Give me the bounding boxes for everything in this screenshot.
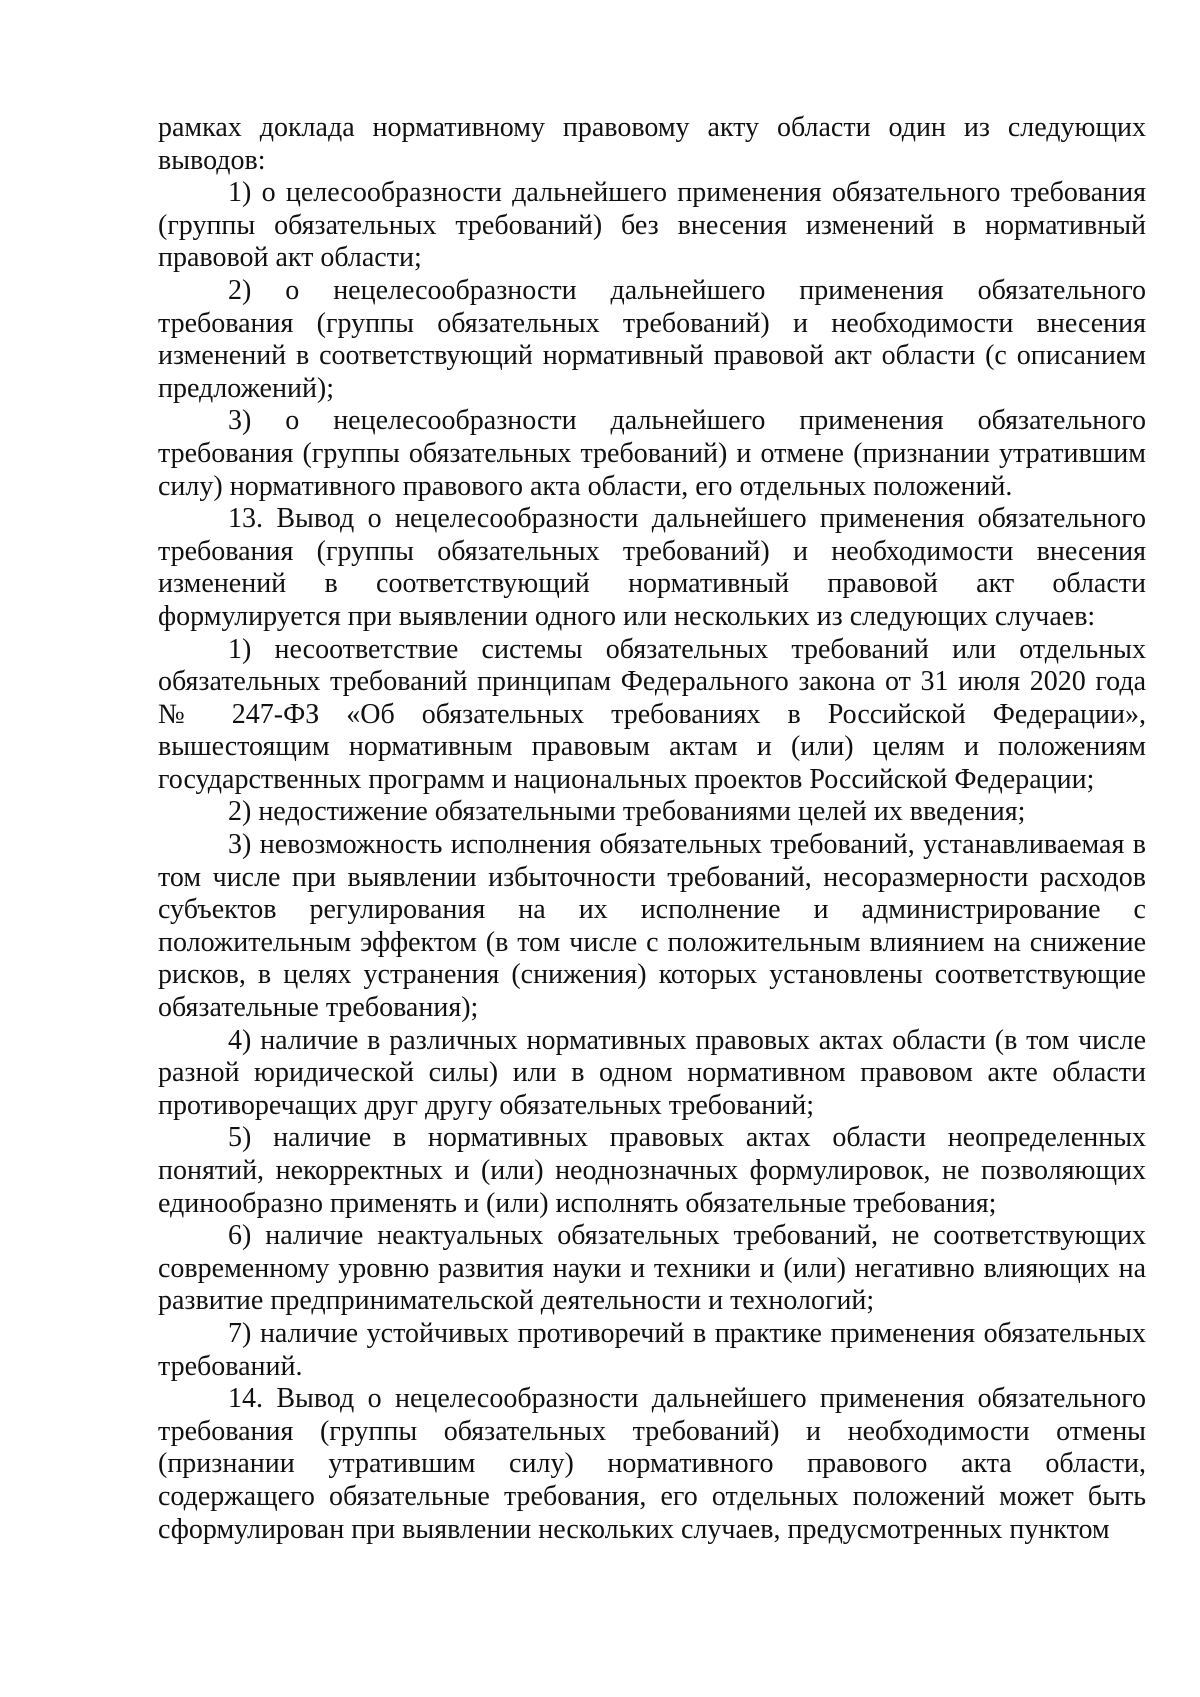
document-body [158, 112, 1146, 1546]
paragraph-case-5: 5) наличие в нормативных правовых актах области неопределенных понятий, некорректных и (или) неоднозначных формулировок, не позволяющих единообразно применять и (или) исполнять обязательные требования; [158, 1122, 1146, 1219]
paragraph-case-1: 1) несоответствие системы обязательных требований или отдельных обязательных требований принципам Федерального закона от 31 июля 2020 года № 247-ФЗ «Об обязательных требованиях в Российской Федерации», вышестоящим нормативным правовым актам и (или) целям и положениям государственных программ и национальных проектов Российской Федерации; [158, 633, 1146, 795]
paragraph-item-2: 2) о нецелесообразности дальнейшего применения обязательного требования (группы обязательных требований) и необходимости внесения изменений в соответствующий нормативный правовой акт области (с описанием предложений); [158, 274, 1146, 404]
paragraph-item-1: 1) о целесообразности дальнейшего применения обязательного требования (группы обязательных требований) без внесения изменений в нормативный правовой акт области; [158, 177, 1146, 274]
paragraph-case-6: 6) наличие неактуальных обязательных требований, не соответствующих современному уровню развития науки и техники и (или) негативно влияющих на развитие предпринимательской деятельности и технологий; [158, 1220, 1146, 1317]
paragraph-case-2: 2) недостижение обязательными требованиями целей их введения; [228, 796, 1026, 828]
paragraph-clause-13: 13. Вывод о нецелесообразности дальнейшего применения обязательного требования (группы обязательных требований) и необходимости внесения изменений в соответствующий нормативный правовой акт области формулируется при выявлении одного или нескольких из следующих случаев: [158, 503, 1146, 632]
paragraph-continuation: рамках доклада нормативному правовому акту области один из следующих выводов: [158, 112, 1146, 176]
paragraph-case-3: 3) невозможность исполнения обязательных требований, устанавливаемая в том числе при выявлении избыточности требований, несоразмерности расходов субъектов регулирования на их исполнение и администрирование с положительным эффектом (в том числе с положительным влиянием на снижение рисков, в целях устранения (снижения) которых установлены соответствующие обязательные требования); [158, 829, 1146, 1024]
paragraph-item-3: 3) о нецелесообразности дальнейшего применения обязательного требования (группы обязательных требований) и отмене (признании утратившим силу) нормативного правового акта области, его отдельных положений. [158, 405, 1146, 502]
paragraph-case-7: 7) наличие устойчивых противоречий в практике применения обязательных требований. [158, 1317, 1146, 1382]
paragraph-case-4: 4) наличие в различных нормативных правовых актах области (в том числе разной юридической силы) или в одном нормативном правовом акте области противоречащих друг другу обязательных требований; [158, 1024, 1146, 1121]
paragraph-clause-14: 14. Вывод о нецелесообразности дальнейшего применения обязательного требования (группы обязательных требований) и необходимости отмены (признании утратившим силу) нормативного правового акта области, содержащего обязательные требования, его отдельных положений может быть сформулирован при выявлении нескольких случаев, предусмотренных пунктом [158, 1383, 1146, 1545]
